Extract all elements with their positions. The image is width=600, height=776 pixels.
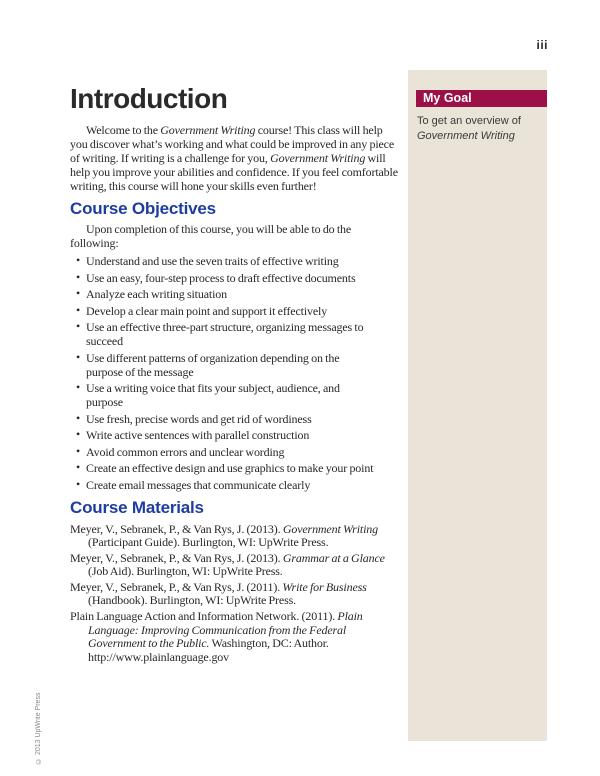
course-title-italic: Government Writing [160, 123, 256, 137]
intro-paragraph [70, 123, 400, 193]
main-column [70, 84, 400, 666]
objective-item: • Use different patterns of organization depending on the purpose of the message [70, 351, 375, 379]
objective-item: • Analyze each writing situation [70, 287, 375, 301]
intro-segment: Welcome to the [86, 123, 161, 137]
objective-item: • Create an effective design and use graphics to make your point [70, 461, 375, 475]
reference-text: Meyer, V., Sebranek, P., & Van Rys, J. (2013). [70, 521, 283, 536]
objective-item: • Avoid common errors and unclear wording [70, 445, 375, 459]
sidebar-goal-box [408, 70, 547, 741]
reference-title-italic: Plain Language: Improving Communication from the Federal Government to the Public. [88, 608, 363, 651]
objective-item: • Write active sentences with parallel construction [70, 428, 375, 442]
copyright-notice: © 2013 UpWrite Press [35, 692, 42, 764]
goal-text: To get an overview of [417, 115, 521, 127]
course-title-italic: Government Writing [270, 151, 366, 165]
reference-item [70, 523, 402, 551]
reference-text: Meyer, V., Sebranek, P., & Van Rys, J. (2011). [70, 579, 283, 594]
objective-item: • Understand and use the seven traits of effective writing [70, 254, 375, 268]
objective-item: • Use an easy, four-step process to draft effective documents [70, 271, 375, 285]
reference-text: (Job Aid). Burlington, WI: UpWrite Press. [88, 564, 283, 579]
reference-item [70, 581, 402, 609]
page-number: iii [536, 38, 548, 52]
reference-text: Meyer, V., Sebranek, P., & Van Rys, J. (2013). [70, 550, 283, 565]
goal-note [417, 114, 537, 143]
objective-item: • Use an effective three-part structure, organizing messages to succeed [70, 320, 375, 348]
section-heading-course-materials: Course Materials [70, 497, 204, 517]
intro-segment: will help you improve your abilities and confidence. If you feel comfortable writing, this course will hone your skills even further! [70, 151, 398, 193]
page-title: Introduction [70, 83, 228, 114]
reference-item [70, 552, 402, 580]
reference-title-italic: Government Writing [282, 521, 378, 536]
section-heading-course-objectives: Course Objectives [70, 199, 216, 218]
reference-text: Plain Language Action and Information Network. (2011). [70, 608, 338, 623]
objectives-list [70, 254, 375, 492]
objective-item: • Develop a clear main point and support it effectively [70, 304, 375, 318]
reference-title-italic: Grammar at a Glance [282, 550, 385, 565]
objective-item: • Create email messages that communicate clearly [70, 478, 375, 492]
reference-title-italic: Write for Business [282, 579, 367, 594]
reference-text: (Handbook). Burlington, WI: UpWrite Press. [88, 593, 296, 608]
goal-course-title: Government Writing [417, 129, 515, 142]
objectives-lead: Upon completion of this course, you will be able to do the following: [70, 222, 352, 250]
reference-text: Washington, DC: Author. http://www.plainlanguage.gov [88, 636, 329, 665]
goal-header: My Goal [416, 90, 547, 107]
reference-item [70, 610, 402, 665]
objective-item: • Use a writing voice that fits your subject, audience, and purpose [70, 381, 375, 409]
intro-segment: course! This class will help you discover what’s working and what could be improved in any piece of writing. If writing is a challenge for you, [70, 123, 395, 165]
reference-text: (Participant Guide). Burlington, WI: UpWrite Press. [88, 535, 329, 550]
references-list [70, 523, 402, 665]
objective-item: • Use fresh, precise words and get rid of wordiness [70, 412, 375, 426]
